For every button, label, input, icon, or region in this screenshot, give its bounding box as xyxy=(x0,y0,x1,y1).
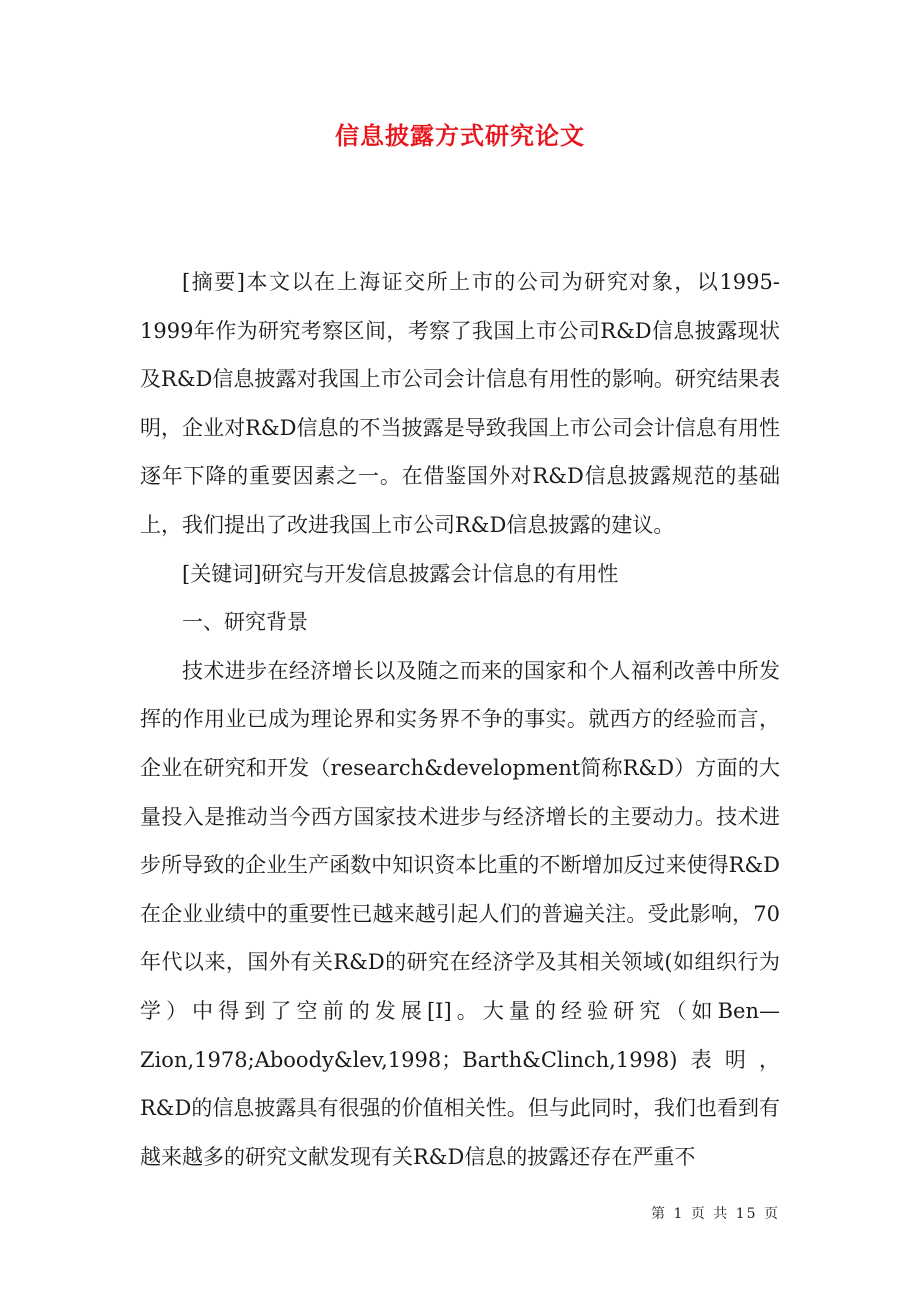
body-paragraph: 技术进步在经济增长以及随之而来的国家和个人福利改善中所发挥的作用业已成为理论界和实务界不争的事实。就西方的经验而言，企业在研究和开发（research&development简称R&D）方面的大量投入是推动当今西方国家技术进步与经济增长的主要动力。技术进步所导致的企业生产函数中知识资本比重的不断增加反过来使得R&D在企业业绩中的重要性已越来越引起人们的普遍关注。受此影响，70年代以来，国外有关R&D的研究在经济学及其相关领域(如组织行为学）中得到了空前的发展[I]。大量的经验研究（如Ben—Zion,1978;Aboody&lev,1998；Barth&Clinch,1998)表明，R&D的信息披露具有很强的价值相关性。但与此同时，我们也看到有越来越多的研究文献发现有关R&D信息的披露还存在严重不 xyxy=(140,658,780,1169)
keywords-paragraph: [关键词]研究与开发信息披露会计信息的有用性 xyxy=(182,561,619,586)
document-body xyxy=(140,258,780,1181)
document-title: 信息披露方式研究论文 xyxy=(335,121,585,150)
abstract-paragraph: [摘要]本文以在上海证交所上市的公司为研究对象，以1995-1999年作为研究考察区间，考察了我国上市公司R&D信息披露现状及R&D信息披露对我国上市公司会计信息有用性的影响。研究结果表明，企业对R&D信息的不当披露是导致我国上市公司会计信息有用性逐年下降的重要因素之一。在借鉴国外对R&D信息披露规范的基础上，我们提出了改进我国上市公司R&D信息披露的建议。 xyxy=(140,270,780,537)
section-heading: 一、研究背景 xyxy=(182,610,308,635)
page-number-footer: 第 1 页 共 15 页 xyxy=(651,1206,780,1222)
